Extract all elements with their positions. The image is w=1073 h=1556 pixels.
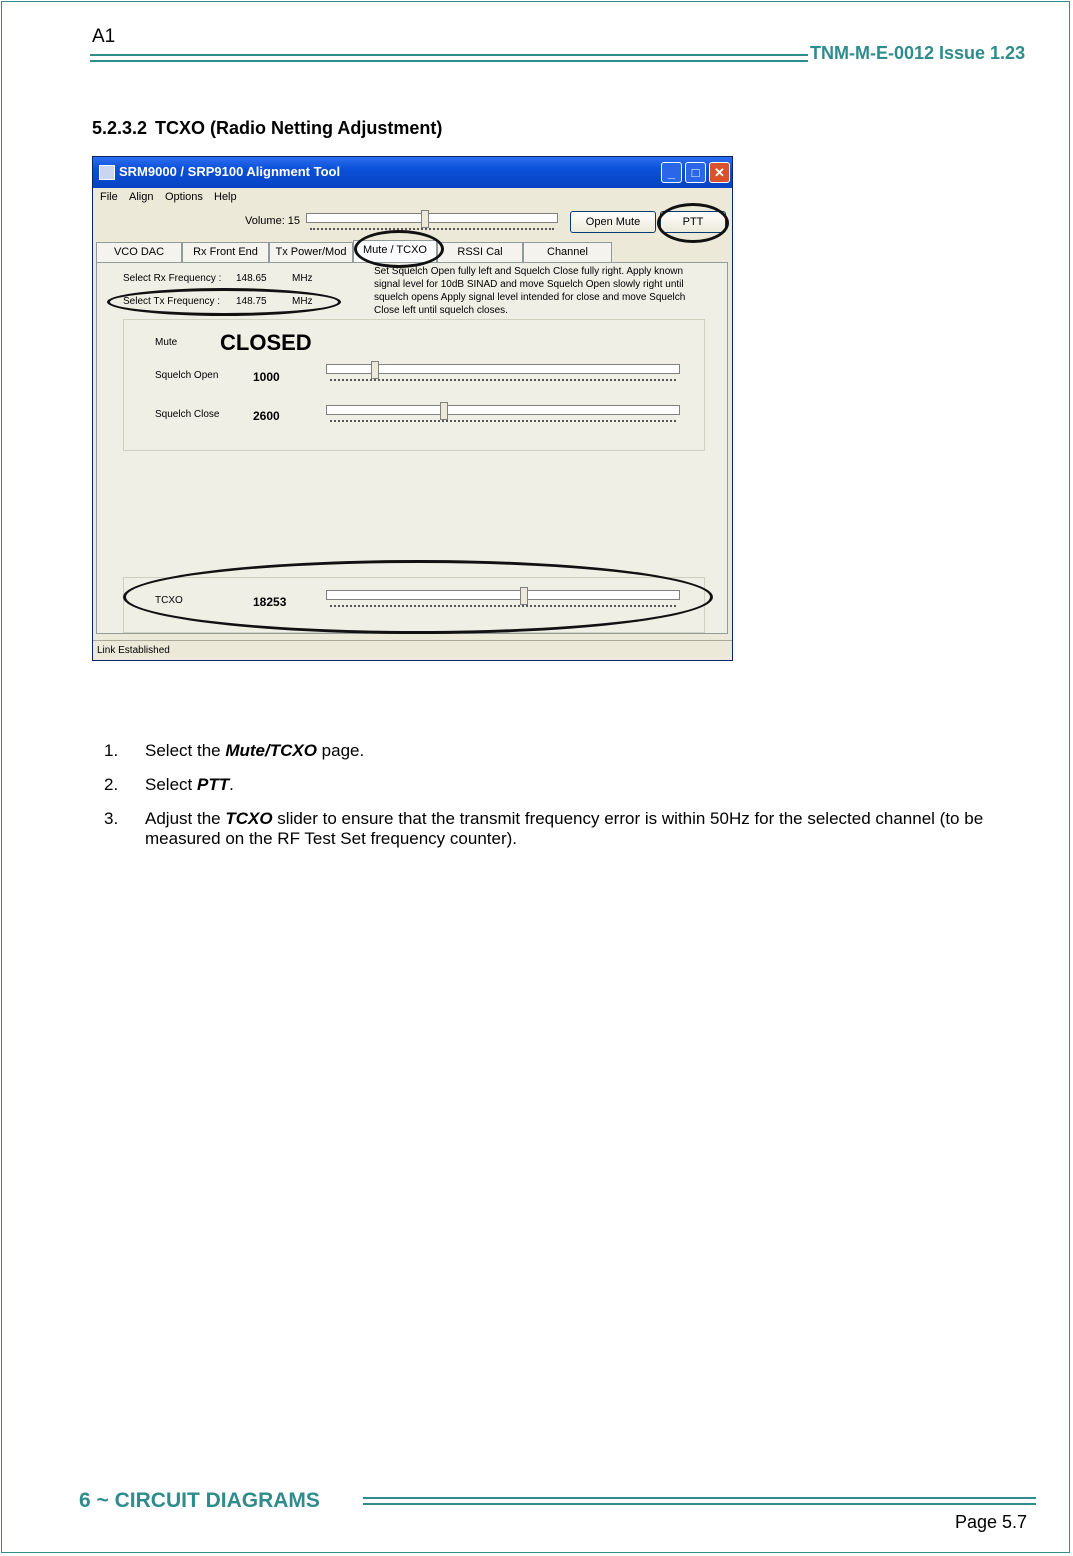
tcxo-value: 18253 <box>253 595 287 609</box>
instructions-text: Set Squelch Open fully left and Squelch Close fully right. Apply known signal level for 10dB SINAD and move Squelch Open slowly right until squelch opens Apply signal level intended for close and move Squelch Close left until squelch closes. <box>374 266 686 316</box>
menu-bar <box>93 188 732 208</box>
volume-slider-ticks <box>310 228 554 234</box>
volume-label: Volume: 15 <box>245 215 301 227</box>
tab-rssi-cal[interactable]: RSSI Cal <box>437 242 523 262</box>
status-text: Link Established <box>97 645 170 656</box>
menu-align[interactable]: Align <box>129 191 154 203</box>
volume-slider-thumb[interactable] <box>421 210 429 228</box>
step-item: 2. Select PTT. <box>104 775 234 794</box>
rx-frequency-value[interactable]: 148.65 <box>236 273 267 284</box>
squelch-close-slider-thumb[interactable] <box>440 402 448 420</box>
section-title: TCXO (Radio Netting Adjustment) <box>155 118 443 138</box>
step-item: 1. Select the Mute/TCXO page. <box>104 741 365 760</box>
tab-tx-power-mod[interactable]: Tx Power/Mod <box>269 242 353 262</box>
rx-frequency-unit: MHz <box>292 273 313 284</box>
tab-channel[interactable]: Channel <box>523 242 612 262</box>
step-keyword: Mute/TCXO <box>225 741 317 760</box>
squelch-close-slider-ticks <box>330 420 676 426</box>
section-number: 5.2.3.2 <box>92 118 148 138</box>
squelch-open-value: 1000 <box>253 370 280 384</box>
status-bar <box>93 640 732 661</box>
menu-file[interactable]: File <box>100 191 118 203</box>
menu-options[interactable]: Options <box>165 191 203 203</box>
mute-label: Mute <box>155 337 178 348</box>
squelch-open-slider-ticks <box>330 379 676 385</box>
tx-frequency-highlight-oval <box>107 288 341 316</box>
squelch-open-slider-track <box>326 364 680 374</box>
volume-slider-track <box>306 213 558 223</box>
title-bar <box>93 157 732 188</box>
squelch-group <box>123 319 705 451</box>
header-rule <box>90 54 808 62</box>
squelch-close-value: 2600 <box>253 409 280 423</box>
page-number: Page 5.7 <box>955 1512 1028 1532</box>
squelch-close-slider-track <box>326 405 680 415</box>
window-title: SRM9000 / SRP9100 Alignment Tool <box>119 164 341 179</box>
mute-tcxo-tab-highlight-oval <box>354 230 444 268</box>
rx-frequency-label: Select Rx Frequency : <box>123 273 222 284</box>
squelch-close-label: Squelch Close <box>155 409 220 420</box>
tcxo-highlight-oval <box>123 560 713 634</box>
open-mute-button[interactable]: Open Mute <box>570 211 656 233</box>
tab-mute-tcxo[interactable]: Mute / TCXO <box>353 240 437 262</box>
step-item: 3. Adjust the TCXO slider to ensure that the transmit frequency error is within 50Hz for the selected channel (to be measured on the RF Test Set frequency counter). <box>104 809 984 848</box>
tx-frequency-unit: MHz <box>292 296 313 307</box>
tx-frequency-value[interactable]: 148.75 <box>236 296 267 307</box>
document-id: TNM-M-E-0012 Issue 1.23 <box>810 43 1026 63</box>
squelch-open-slider-thumb[interactable] <box>371 361 379 379</box>
tx-frequency-label: Select Tx Frequency : <box>123 296 221 307</box>
step-keyword: PTT <box>196 775 230 794</box>
step-keyword: TCXO <box>225 809 273 828</box>
maximize-button[interactable]: □ <box>685 162 706 183</box>
tab-vco-dac[interactable]: VCO DAC <box>96 242 182 262</box>
footer-rule <box>363 1497 1036 1505</box>
minimize-button[interactable]: _ <box>661 162 682 183</box>
squelch-open-label: Squelch Open <box>155 370 219 381</box>
step-number: 1. <box>104 741 119 760</box>
ptt-highlight-oval <box>657 203 729 243</box>
header-label: A1 <box>92 26 116 47</box>
tcxo-label: TCXO <box>155 595 183 606</box>
menu-help[interactable]: Help <box>214 191 237 203</box>
mute-state: CLOSED <box>220 330 312 355</box>
section-heading <box>92 118 442 139</box>
step-number: 2. <box>104 775 119 794</box>
tab-rx-front-end[interactable]: Rx Front End <box>182 242 269 262</box>
close-button[interactable]: ✕ <box>709 162 730 183</box>
footer-section-title: 6 ~ CIRCUIT DIAGRAMS <box>79 1489 320 1512</box>
app-icon <box>99 165 115 180</box>
procedure-steps <box>92 741 1012 863</box>
ptt-button[interactable]: PTT <box>660 211 726 233</box>
step-number: 3. <box>104 809 119 828</box>
